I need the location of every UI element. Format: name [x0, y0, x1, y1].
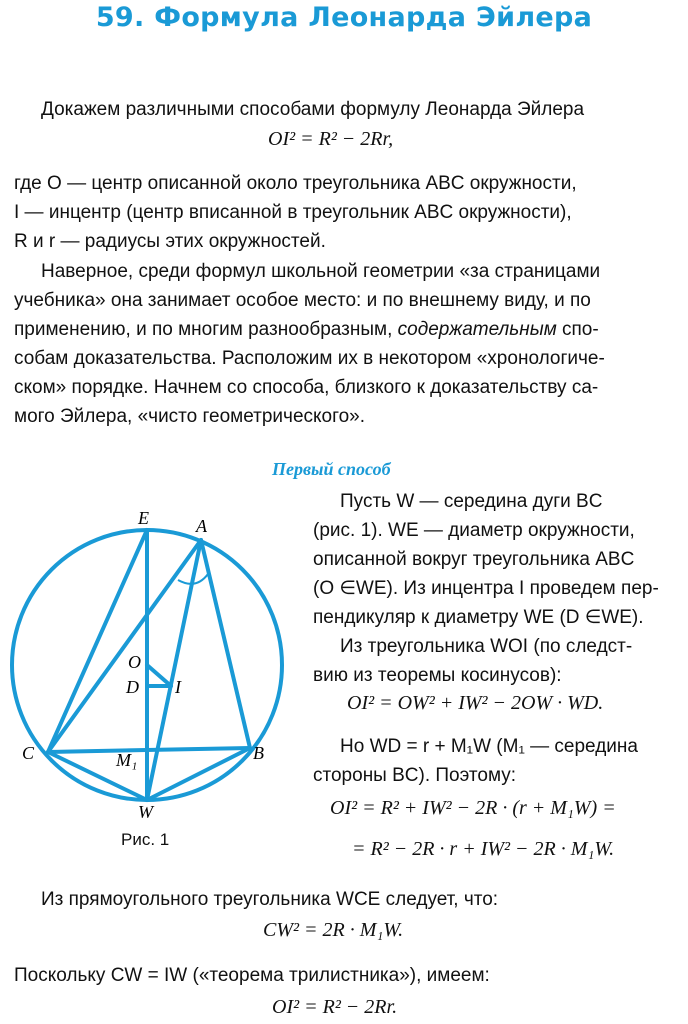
para-text: спо-: [556, 319, 599, 340]
emphasis-text: содержательным: [397, 319, 557, 340]
label-d: D: [126, 677, 139, 697]
label-m1: M₁: [116, 750, 138, 770]
figure-caption: Рис. 1: [121, 830, 170, 849]
section-heading: Первый способ: [272, 459, 391, 479]
para-line: [14, 316, 599, 344]
right-line: Пусть W — середина дуги BC: [340, 491, 603, 512]
right-line: описанной вокруг треугольника ABC: [313, 549, 635, 570]
label-c: C: [22, 743, 35, 763]
bottom-line: Поскольку CW = IW («теорема трилистника»), имеем:: [14, 965, 490, 986]
intro-line: Докажем различными способами формулу Леонарда Эйлера: [41, 99, 585, 120]
formula-cw: CW² = 2R · M₁W.: [263, 919, 404, 941]
right-line: пендикуляр к диаметру WE (D ∈WE).: [313, 607, 644, 628]
formula-expand-1: OI² = R² + IW² − 2R · (r + M₁W) =: [330, 797, 616, 819]
label-w: W: [138, 802, 153, 822]
where-line-1: где O — центр описанной около треугольника ABC окружности,: [14, 173, 577, 194]
where-line-3: R и r — радиусы этих окружностей.: [14, 231, 326, 252]
segment-oi: [147, 665, 171, 686]
segment-ce: [48, 530, 147, 752]
para-line: мого Эйлера, «чисто геометрического».: [14, 406, 366, 427]
right-line: (O ∈WE). Из инцентра I проведем пер-: [313, 578, 659, 599]
para-text: применению, и по многим разнообразным,: [14, 319, 398, 340]
right-line: Из треугольника WOI (по следст-: [340, 636, 633, 657]
bottom-line: Из прямоугольного треугольника WCE следует, что:: [41, 889, 499, 910]
right-line: Но WD = r + M₁W (M₁ — середина: [340, 736, 638, 757]
para-line: учебника» она занимает особое место: и по внешнему виду, и по: [14, 290, 591, 311]
segment-wb: [147, 748, 250, 800]
formula-final: OI² = R² − 2Rr.: [272, 996, 398, 1018]
label-i: I: [175, 677, 181, 697]
label-o: O: [128, 652, 141, 672]
where-line-2: I — инцентр (центр вписанной в треугольник ABC окружности),: [14, 202, 572, 223]
page-title: 59. Формула Леонарда Эйлера: [95, 2, 593, 33]
euler-formula: OI² = R² − 2Rr,: [268, 128, 394, 150]
right-line: вию из теоремы косинусов):: [313, 665, 562, 686]
label-a: A: [196, 516, 207, 536]
side-bc: [48, 748, 250, 752]
para-line: Наверное, среди формул школьной геометрии «за страницами: [41, 261, 601, 282]
figure-euler: [0, 500, 300, 830]
formula-cosine: OI² = OW² + IW² − 2OW · WD.: [347, 692, 604, 714]
right-line: (рис. 1). WE — диаметр окружности,: [313, 520, 635, 541]
para-line: собам доказательства. Расположим их в некотором «хронологиче-: [14, 348, 605, 369]
right-line: стороны BC). Поэтому:: [313, 765, 517, 786]
label-b: B: [253, 743, 264, 763]
label-e: E: [138, 508, 149, 528]
formula-expand-2: = R² − 2R · r + IW² − 2R · M₁W.: [352, 838, 615, 860]
para-line: ском» порядке. Начнем со способа, близкого к доказательству са-: [14, 377, 599, 398]
